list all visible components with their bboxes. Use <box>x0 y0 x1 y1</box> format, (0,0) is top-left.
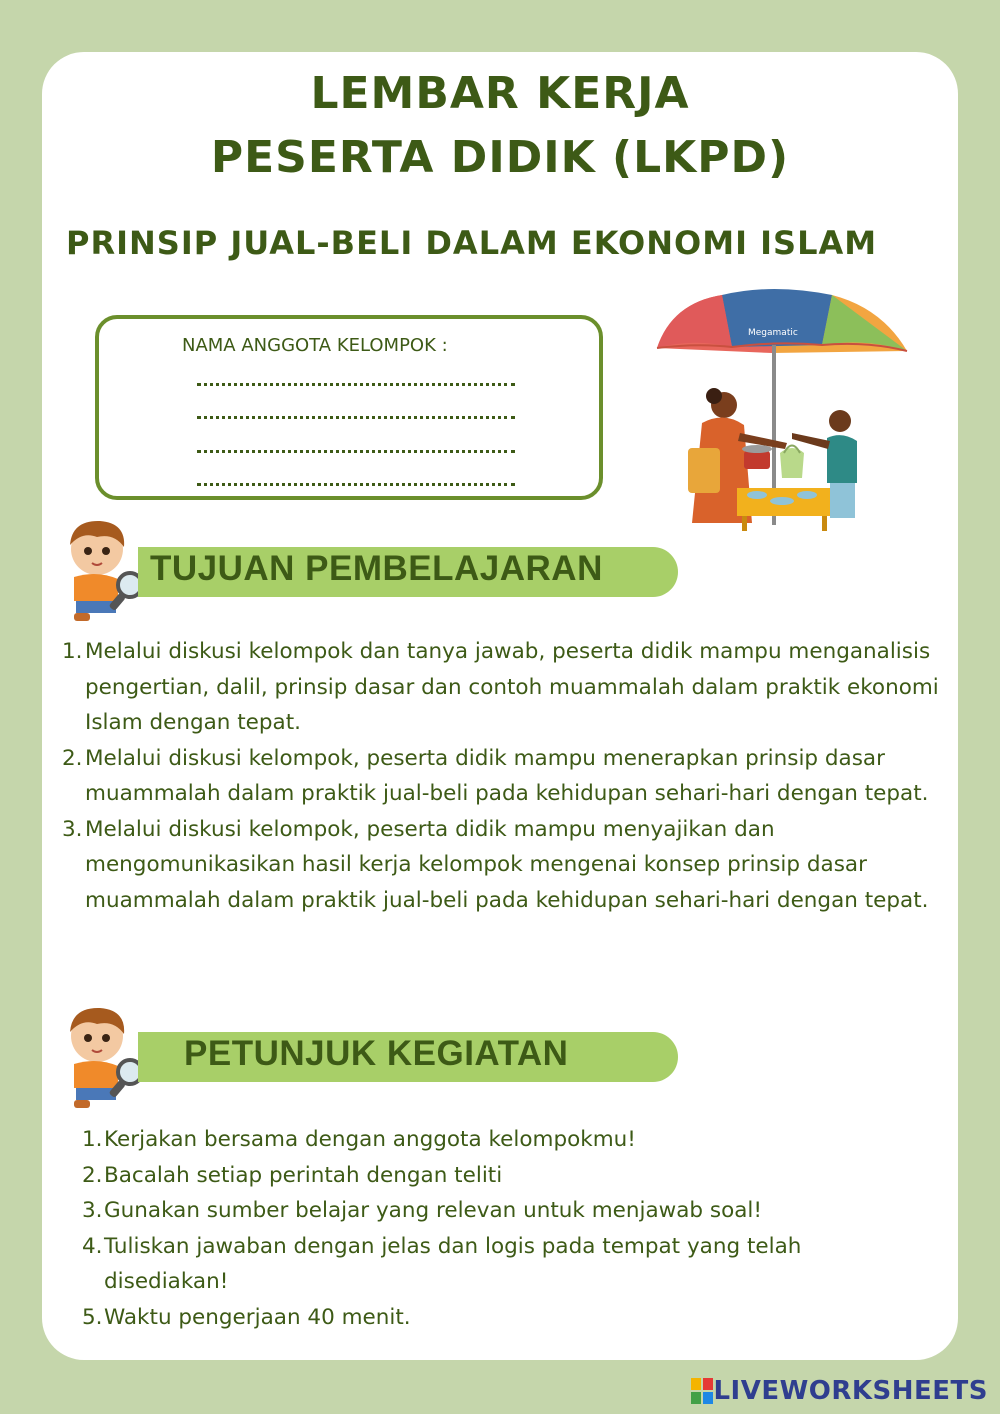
liveworksheets-logo[interactable] <box>691 1374 988 1408</box>
goal-text: Melalui diskusi kelompok dan tanya jawab, peserta didik mampu menganalisis pengertian, dalil, prinsip dasar dan contoh muammalah dalam praktik ekonomi Islam dengan tepat. <box>85 639 939 735</box>
goal-item <box>62 634 960 741</box>
goals-heading: TUJUAN PEMBELAJARAN <box>150 549 603 588</box>
step-item <box>82 1193 922 1229</box>
goals-list <box>62 634 960 918</box>
step-number: 5. <box>82 1304 103 1330</box>
title-line-1: LEMBAR KERJA <box>310 68 690 119</box>
step-number: 1. <box>82 1127 103 1152</box>
title-line-2: PESERTA DIDIK (LKPD) <box>210 132 790 183</box>
boy-magnifier-icon <box>52 1002 152 1112</box>
goal-number: 2. <box>62 745 83 771</box>
step-item <box>82 1229 922 1300</box>
step-text: Gunakan sumber belajar yang relevan untuk menjawab soal! <box>104 1198 763 1223</box>
step-item <box>82 1158 922 1194</box>
market-seller-illustration <box>652 283 912 533</box>
group-members-box <box>95 315 603 500</box>
goal-text: Melalui diskusi kelompok, peserta didik mampu menyajikan dan mengomunikasikan hasil kerja kelompok mengenai konsep prinsip dasar muammalah dalam praktik jual-beli pada kehidupan sehari-hari dengan tepat. <box>85 816 929 913</box>
step-number: 2. <box>82 1162 103 1188</box>
steps-list <box>82 1122 922 1335</box>
step-item <box>82 1122 922 1158</box>
member-line-2[interactable] <box>197 416 515 419</box>
goal-number: 1. <box>62 639 83 664</box>
step-item <box>82 1300 922 1336</box>
goal-item <box>62 741 960 812</box>
step-text: Tuliskan jawaban dengan jelas dan logis pada tempat yang telah disediakan! <box>104 1233 802 1294</box>
steps-heading: PETUNJUK KEGIATAN <box>184 1034 569 1073</box>
boy-magnifier-icon <box>52 515 152 625</box>
step-text: Waktu pengerjaan 40 menit. <box>104 1304 411 1330</box>
member-line-1[interactable] <box>197 383 515 386</box>
member-line-3[interactable] <box>197 450 515 453</box>
goal-number: 3. <box>62 816 83 842</box>
umbrella-brand: Megamatic <box>748 328 798 338</box>
member-line-4[interactable] <box>197 483 515 486</box>
step-text: Bacalah setiap perintah dengan teliti <box>104 1162 503 1188</box>
goal-item <box>62 812 960 919</box>
step-number: 3. <box>82 1198 103 1223</box>
group-members-label: NAMA ANGGOTA KELOMPOK : <box>182 335 448 356</box>
brand-name: LIVEWORKSHEETS <box>713 1376 988 1406</box>
goal-text: Melalui diskusi kelompok, peserta didik mampu menerapkan prinsip dasar muammalah dalam praktik jual-beli pada kehidupan sehari-hari dengan tepat. <box>85 745 929 806</box>
subtitle: PRINSIP JUAL-BELI DALAM EKONOMI ISLAM <box>66 224 878 262</box>
step-text: Kerjakan bersama dengan anggota kelompokmu! <box>104 1127 636 1152</box>
step-number: 4. <box>82 1233 103 1259</box>
liveworksheets-icon <box>691 1378 713 1404</box>
